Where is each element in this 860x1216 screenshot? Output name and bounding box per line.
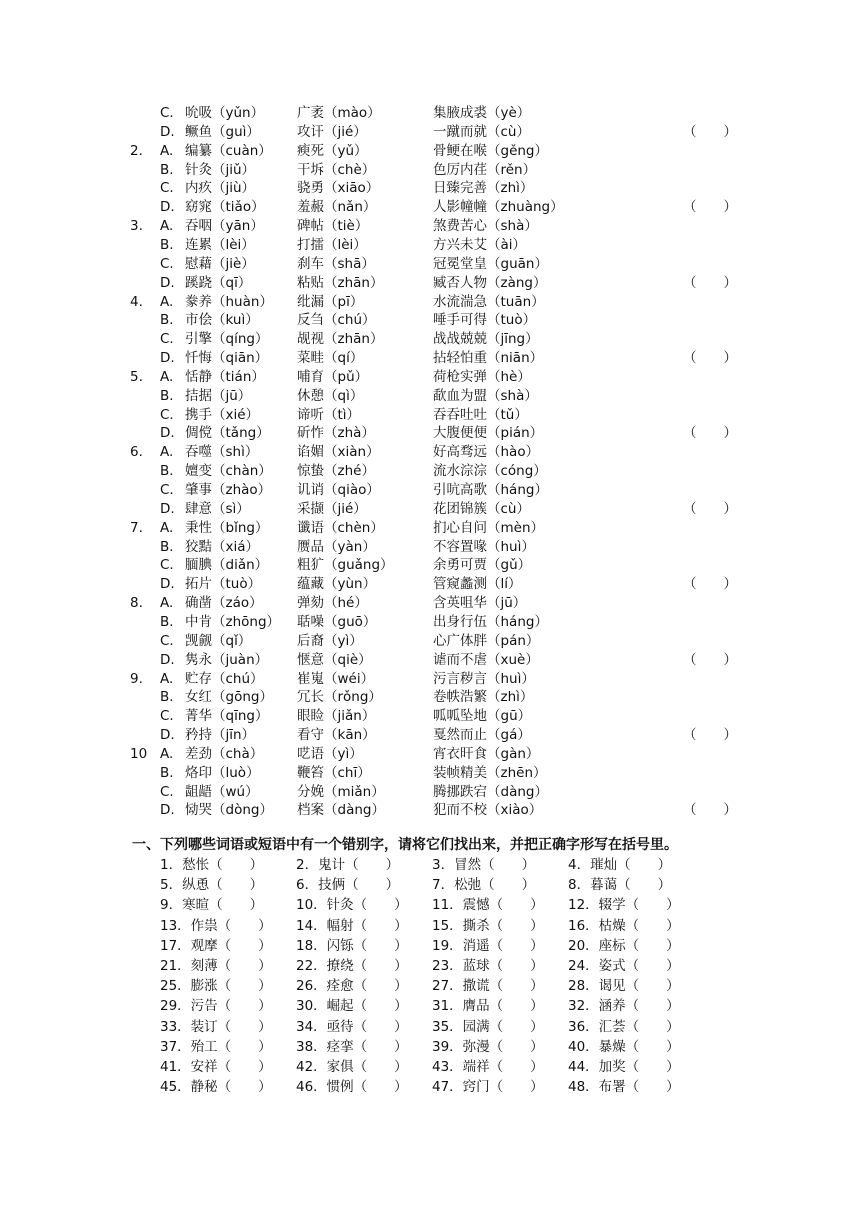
answer-parenthesis: （ ） xyxy=(683,727,737,744)
word-item: 谄媚（xiàn） xyxy=(297,444,380,461)
answer-parenthesis: （ ） xyxy=(683,425,737,442)
word-item: 反刍（chú） xyxy=(297,312,376,329)
question-option-row xyxy=(0,575,860,594)
question-number: 5. xyxy=(130,368,143,385)
typo-item: 26．痊愈（ ） xyxy=(296,978,408,995)
word-item: 吞咽（yān） xyxy=(185,218,264,235)
typo-item: 11．震憾（ ） xyxy=(432,897,544,914)
word-item: 菁华（qīng） xyxy=(185,708,269,725)
option-letter: C. xyxy=(160,255,174,272)
typo-item: 35．园满（ ） xyxy=(432,1018,544,1035)
question-option-row xyxy=(0,613,860,632)
typo-item: 8．暮蔼（ ） xyxy=(568,877,672,894)
typo-item: 25．膨涨（ ） xyxy=(160,978,272,995)
option-letter: C. xyxy=(160,482,174,498)
word-item: 贮存（chú） xyxy=(185,670,264,687)
word-item: 眼睑（jiǎn） xyxy=(297,708,376,725)
option-letter: B. xyxy=(160,236,174,253)
idiom-item: 流水淙淙（cóng） xyxy=(433,463,547,480)
word-item: 豢养（huàn） xyxy=(185,293,273,310)
word-item: 腼腆（diǎn） xyxy=(185,557,269,574)
idiom-item: 含英咀华（jū） xyxy=(433,595,527,612)
word-item: 采撷（jié） xyxy=(297,500,367,517)
option-letter: D. xyxy=(160,123,175,140)
typo-item: 24．姿式（ ） xyxy=(568,958,680,974)
question-option-row xyxy=(0,406,860,425)
typo-item: 29．污告（ ） xyxy=(160,998,272,1015)
option-letter: A. xyxy=(160,745,174,762)
option-letter: C. xyxy=(160,632,174,649)
word-item: 肆意（sì） xyxy=(185,500,250,517)
word-item: 广袤（mào） xyxy=(297,105,381,121)
typo-row xyxy=(0,936,860,956)
word-item: 觇视（zhān） xyxy=(297,331,384,348)
question-option-row xyxy=(0,726,860,745)
word-item: 纰漏（pī） xyxy=(297,293,364,310)
word-item: 讥诮（qiào） xyxy=(297,482,380,498)
question-option-row xyxy=(0,142,860,161)
word-item: 档案（dàng） xyxy=(297,802,385,819)
idiom-item: 出身行伍（háng） xyxy=(433,613,548,630)
typo-item: 2．鬼计（ ） xyxy=(296,857,400,873)
typo-item: 6．技俩（ ） xyxy=(296,877,400,894)
answer-parenthesis: （ ） xyxy=(683,802,737,819)
word-item: 粗犷（guǎng） xyxy=(297,557,394,574)
typo-row xyxy=(0,895,860,915)
word-item: 内疚（jiù） xyxy=(185,180,256,197)
idiom-item: 污言秽言（huì） xyxy=(433,670,535,687)
word-item: 吮吸（yǔn） xyxy=(185,105,265,121)
typo-item: 10．针灸（ ） xyxy=(296,897,408,914)
typo-item: 33．装订（ ） xyxy=(160,1018,272,1035)
typo-item: 34．亟待（ ） xyxy=(296,1018,408,1035)
word-item: 崔嵬（wéi） xyxy=(297,670,375,687)
typo-item: 39．弥漫（ ） xyxy=(432,1038,544,1055)
word-item: 斫怍（zhà） xyxy=(297,425,375,442)
idiom-item: 拈轻怕重（niān） xyxy=(433,350,544,367)
word-item: 差劲（chà） xyxy=(185,745,264,762)
word-item: 聒噪（guō） xyxy=(297,613,377,630)
word-item: 刹车（shā） xyxy=(297,255,375,272)
option-letter: D. xyxy=(160,350,175,367)
word-item: 打擂（lèi） xyxy=(297,236,367,253)
typo-item: 42．家俱（ ） xyxy=(296,1059,408,1075)
question-option-row xyxy=(0,255,860,274)
section-title: 一、下列哪些词语或短语中有一个错别字，请将它们找出来，并把正确字形写在括号里。 xyxy=(132,837,678,853)
typo-item: 47．窍门（ ） xyxy=(432,1079,544,1096)
option-letter: B. xyxy=(160,463,174,480)
typo-item: 1．愁怅（ ） xyxy=(160,857,264,873)
question-option-row xyxy=(0,123,860,142)
word-item: 赝品（yàn） xyxy=(297,538,376,555)
typo-item: 4．璀灿（ ） xyxy=(568,857,672,873)
typo-item: 19．消遥（ ） xyxy=(432,937,544,954)
word-item: 烙印（luò） xyxy=(185,764,260,781)
word-item: 市侩（kuì） xyxy=(185,312,259,329)
option-letter: D. xyxy=(160,425,175,442)
word-item: 骁勇（xiāo） xyxy=(297,180,380,197)
question-option-row xyxy=(0,688,860,707)
option-letter: B. xyxy=(160,764,174,781)
question-option-row xyxy=(0,556,860,575)
idiom-item: 水流湍急（tuān） xyxy=(433,293,545,310)
option-letter: A. xyxy=(160,142,174,159)
word-item: 狡黠（xiá） xyxy=(185,538,260,555)
option-letter: B. xyxy=(160,689,174,706)
idiom-item: 犯而不校（xiào） xyxy=(433,802,543,819)
answer-parenthesis: （ ） xyxy=(683,199,737,216)
typo-item: 17．观摩（ ） xyxy=(160,937,272,954)
typo-item: 7．松弛（ ） xyxy=(432,877,536,894)
typo-item: 16．枯燥（ ） xyxy=(568,917,680,934)
option-letter: C. xyxy=(160,783,174,800)
typo-item: 18．闪铄（ ） xyxy=(296,937,408,954)
word-item: 编纂（cuàn） xyxy=(185,142,272,159)
question-option-row xyxy=(0,783,860,802)
typo-item: 38．痉挛（ ） xyxy=(296,1038,408,1055)
option-letter: A. xyxy=(160,368,174,385)
question-option-row xyxy=(0,500,860,519)
option-letter: B. xyxy=(160,613,174,630)
idiom-item: 腾挪跌宕（dàng） xyxy=(433,783,548,800)
idiom-item: 臧否人物（zàng） xyxy=(433,274,547,291)
option-letter: A. xyxy=(160,595,174,612)
word-item: 粘贴（zhān） xyxy=(297,274,384,291)
option-letter: A. xyxy=(160,519,174,536)
typo-item: 23．蓝球（ ） xyxy=(432,958,544,974)
word-item: 休憩（qì） xyxy=(297,387,364,404)
question-option-row xyxy=(0,745,860,764)
typo-row xyxy=(0,855,860,875)
option-letter: B. xyxy=(160,312,174,329)
typo-item: 30．崛起（ ） xyxy=(296,998,408,1015)
idiom-item: 荷枪实弹（hè） xyxy=(433,368,531,385)
typo-item: 48．布署（ ） xyxy=(568,1079,680,1096)
word-item: 隽永（juàn） xyxy=(185,651,269,668)
question-option-row xyxy=(0,330,860,349)
typo-item: 3．冒然（ ） xyxy=(432,857,536,873)
typo-item: 31．膺品（ ） xyxy=(432,998,544,1015)
question-option-row xyxy=(0,594,860,613)
option-letter: D. xyxy=(160,727,175,744)
word-item: 菜畦（qí） xyxy=(297,350,364,367)
question-option-row xyxy=(0,161,860,180)
question-option-row xyxy=(0,236,860,255)
word-item: 蕴藏（yùn） xyxy=(297,576,377,593)
idiom-item: 唾手可得（tuò） xyxy=(433,312,537,329)
answer-parenthesis: （ ） xyxy=(683,576,737,593)
idiom-item: 引吭高歌（háng） xyxy=(433,482,548,498)
idiom-item: 吞吞吐吐（tǔ） xyxy=(433,406,528,423)
question-option-row xyxy=(0,311,860,330)
typo-item: 44．加奖（ ） xyxy=(568,1059,680,1075)
word-item: 针灸（jiǔ） xyxy=(185,161,256,178)
word-item: 嬗变（chàn） xyxy=(185,463,272,480)
word-item: 冗长（rǒng） xyxy=(297,689,382,706)
option-letter: B. xyxy=(160,538,174,555)
word-item: 碑帖（tiè） xyxy=(297,218,369,235)
idiom-item: 扪心自问（mèn） xyxy=(433,519,545,536)
question-number: 3. xyxy=(130,218,143,235)
typo-item: 40．暴燥（ ） xyxy=(568,1038,680,1055)
answer-parenthesis: （ ） xyxy=(683,274,737,291)
word-item: 倜傥（tǎng） xyxy=(185,425,270,442)
word-item: 觊觎（qǐ） xyxy=(185,632,252,649)
word-item: 后裔（yì） xyxy=(297,632,363,649)
question-number: 9. xyxy=(130,670,143,687)
word-item: 恸哭（dòng） xyxy=(185,802,273,819)
idiom-item: 不容置喙（huì） xyxy=(433,538,535,555)
question-number: 6. xyxy=(130,444,143,461)
word-item: 呓语（yì） xyxy=(297,745,363,762)
option-letter: C. xyxy=(160,180,174,197)
idiom-item: 谑而不虐（xuè） xyxy=(433,651,539,668)
typo-item: 22．撩绕（ ） xyxy=(296,958,408,974)
idiom-item: 歃血为盟（shà） xyxy=(433,387,538,404)
question-option-row xyxy=(0,519,860,538)
word-item: 携手（xié） xyxy=(185,406,260,423)
word-item: 确凿（záo） xyxy=(185,595,263,612)
question-option-row xyxy=(0,801,860,820)
typo-row xyxy=(0,1037,860,1057)
word-item: 弹劾（hé） xyxy=(297,595,368,612)
idiom-item: 色厉内荏（rěn） xyxy=(433,161,537,178)
typo-item: 28．谒见（ ） xyxy=(568,978,680,995)
answer-parenthesis: （ ） xyxy=(683,350,737,367)
typo-item: 32．涵养（ ） xyxy=(568,998,680,1015)
word-item: 看守（kān） xyxy=(297,727,376,744)
word-item: 拮据（jū） xyxy=(185,387,252,404)
option-letter: A. xyxy=(160,293,174,310)
question-option-row xyxy=(0,198,860,217)
typo-item: 12．辍学（ ） xyxy=(568,897,680,914)
idiom-item: 卷帙浩繁（zhì） xyxy=(433,689,534,706)
question-option-row xyxy=(0,387,860,406)
idiom-item: 花团锦簇（cù） xyxy=(433,500,530,517)
typo-row xyxy=(0,1017,860,1037)
typo-item: 14．幅射（ ） xyxy=(296,917,408,934)
question-option-row xyxy=(0,349,860,368)
word-item: 惊蛰（zhé） xyxy=(297,463,375,480)
word-item: 瘐死（yǔ） xyxy=(297,142,368,159)
word-item: 窈窕（tiǎo） xyxy=(185,199,265,216)
idiom-item: 好高骛远（hào） xyxy=(433,444,540,461)
word-item: 慰藉（jiè） xyxy=(185,255,255,272)
question-option-row xyxy=(0,481,860,500)
word-item: 肇事（zhào） xyxy=(185,482,272,498)
idiom-item: 人影幢幢（zhuàng） xyxy=(433,199,564,216)
question-option-row xyxy=(0,538,860,557)
idiom-item: 方兴未艾（ài） xyxy=(433,236,527,253)
idiom-item: 呱呱坠地（gū） xyxy=(433,708,532,725)
word-item: 鳜鱼（guì） xyxy=(185,123,260,140)
idiom-item: 集腋成裘（yè） xyxy=(433,105,531,121)
question-number: 10 xyxy=(130,745,148,762)
typo-item: 21．刻薄（ ） xyxy=(160,958,272,974)
question-option-row xyxy=(0,632,860,651)
word-item: 谶语（chèn） xyxy=(297,519,384,536)
word-item: 引擎（qíng） xyxy=(185,331,269,348)
word-item: 恬静（tián） xyxy=(185,368,265,385)
option-letter: D. xyxy=(160,199,175,216)
word-item: 矜持（jīn） xyxy=(185,727,256,744)
word-item: 攻讦（jié） xyxy=(297,123,367,140)
typo-item: 15．撕杀（ ） xyxy=(432,917,544,934)
idiom-item: 大腹便便（pián） xyxy=(433,425,544,442)
word-item: 鞭笞（chī） xyxy=(297,764,371,781)
typo-item: 45．静秘（ ） xyxy=(160,1079,272,1096)
idiom-item: 装帧精美（zhēn） xyxy=(433,764,547,781)
option-letter: C. xyxy=(160,557,174,574)
option-letter: A. xyxy=(160,444,174,461)
question-option-row xyxy=(0,707,860,726)
question-option-row xyxy=(0,368,860,387)
question-option-row xyxy=(0,179,860,198)
typo-item: 41．安祥（ ） xyxy=(160,1059,272,1075)
option-letter: B. xyxy=(160,387,174,404)
option-letter: C. xyxy=(160,331,174,348)
typo-item: 27．撒谎（ ） xyxy=(432,978,544,995)
typo-row xyxy=(0,1057,860,1077)
typo-item: 13．作祟（ ） xyxy=(160,917,272,934)
typo-row xyxy=(0,1077,860,1097)
typo-row xyxy=(0,916,860,936)
answer-parenthesis: （ ） xyxy=(683,123,737,140)
option-letter: C. xyxy=(160,708,174,725)
typo-item: 37．殆工（ ） xyxy=(160,1038,272,1055)
word-item: 干坼（chè） xyxy=(297,161,376,178)
question-option-row xyxy=(0,104,860,123)
word-item: 连累（lèi） xyxy=(185,236,255,253)
word-item: 龃龉（wú） xyxy=(185,783,259,800)
typo-item: 20．座标（ ） xyxy=(568,937,680,954)
question-option-row xyxy=(0,462,860,481)
option-letter: D. xyxy=(160,500,175,517)
idiom-item: 宵衣旰食（gàn） xyxy=(433,745,540,762)
typo-row xyxy=(0,956,860,976)
question-number: 2. xyxy=(130,142,143,159)
idiom-item: 煞费苦心（shà） xyxy=(433,218,538,235)
question-option-row xyxy=(0,764,860,783)
question-option-row xyxy=(0,651,860,670)
option-letter: A. xyxy=(160,218,174,235)
word-item: 羞赧（nǎn） xyxy=(297,199,377,216)
option-letter: D. xyxy=(160,576,175,593)
idiom-item: 心广体胖（pán） xyxy=(433,632,540,649)
idiom-item: 戛然而止（gá） xyxy=(433,727,531,744)
word-item: 女红（gōng） xyxy=(185,689,273,706)
word-item: 忏悔（qiān） xyxy=(185,350,269,367)
question-number: 7. xyxy=(130,519,143,536)
idiom-item: 冠冕堂皇（guān） xyxy=(433,255,548,272)
idiom-item: 管窥蠡测（lí） xyxy=(433,576,522,593)
typo-item: 43．端祥（ ） xyxy=(432,1059,544,1075)
word-item: 哺育（pǔ） xyxy=(297,368,369,385)
typo-item: 9．寒暄（ ） xyxy=(160,897,264,914)
option-letter: C. xyxy=(160,105,174,121)
option-letter: C. xyxy=(160,406,174,423)
answer-parenthesis: （ ） xyxy=(683,500,737,517)
word-item: 秉性（bǐng） xyxy=(185,519,269,536)
question-number: 4. xyxy=(130,293,143,310)
word-item: 谛听（tì） xyxy=(297,406,361,423)
option-letter: D. xyxy=(160,651,175,668)
typo-item: 5．纵恿（ ） xyxy=(160,877,264,894)
question-option-row xyxy=(0,424,860,443)
typo-item: 36．汇荟（ ） xyxy=(568,1018,680,1035)
word-item: 蹊跷（qī） xyxy=(185,274,252,291)
question-option-row xyxy=(0,293,860,312)
question-option-row xyxy=(0,217,860,236)
answer-parenthesis: （ ） xyxy=(683,651,737,668)
idiom-item: 战战兢兢（jīng） xyxy=(433,331,539,348)
option-letter: D. xyxy=(160,274,175,291)
question-option-row xyxy=(0,274,860,293)
word-item: 分娩（miǎn） xyxy=(297,783,385,800)
idiom-item: 一蹴而就（cù） xyxy=(433,123,530,140)
option-letter: A. xyxy=(160,670,174,687)
typo-row xyxy=(0,996,860,1016)
word-item: 拓片（tuò） xyxy=(185,576,262,593)
typo-item: 46．惯例（ ） xyxy=(296,1079,408,1096)
question-number: 8. xyxy=(130,595,143,612)
word-item: 中肯（zhōng） xyxy=(185,613,281,630)
question-option-row xyxy=(0,670,860,689)
option-letter: D. xyxy=(160,802,175,819)
typo-row xyxy=(0,875,860,895)
idiom-item: 骨鲠在喉（gěng） xyxy=(433,142,549,159)
option-letter: B. xyxy=(160,161,174,178)
idiom-item: 余勇可贾（gǔ） xyxy=(433,557,532,574)
typo-row xyxy=(0,976,860,996)
word-item: 惬意（qiè） xyxy=(297,651,372,668)
idiom-item: 日臻完善（zhì） xyxy=(433,180,534,197)
question-option-row xyxy=(0,443,860,462)
word-item: 吞噬（shì） xyxy=(185,444,259,461)
